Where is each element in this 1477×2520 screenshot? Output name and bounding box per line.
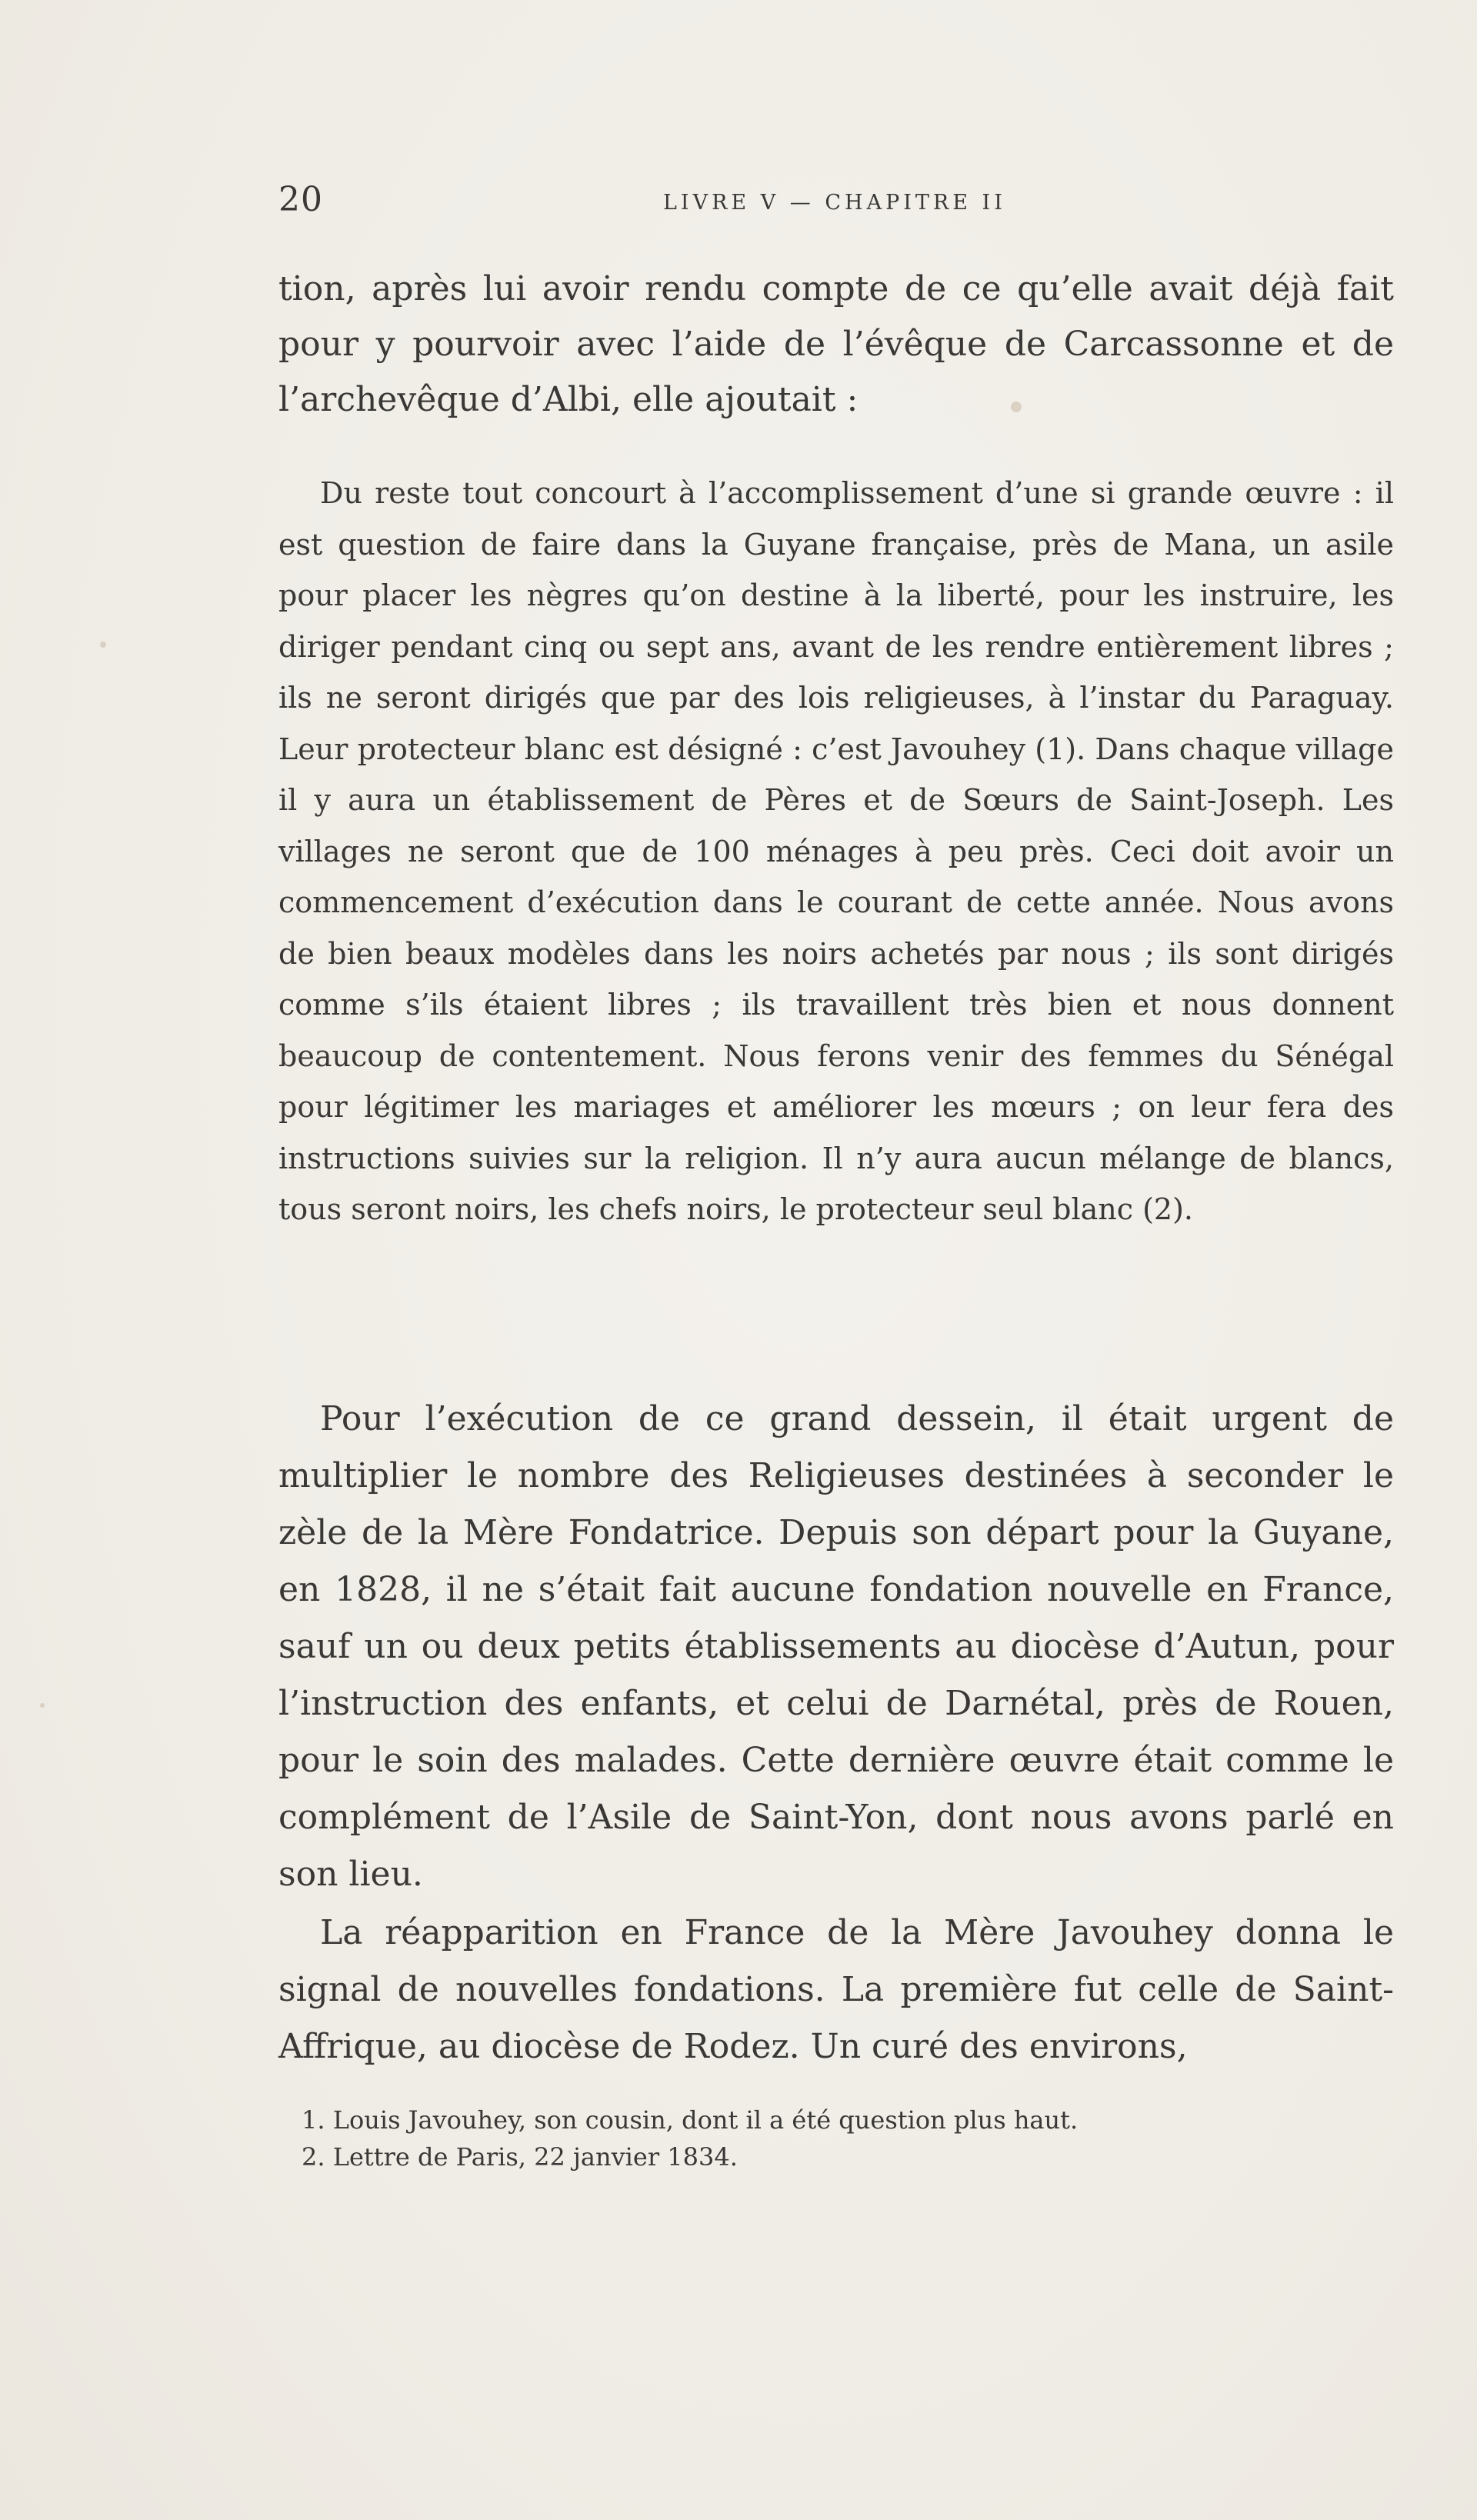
footnote-1: 1. Louis Javouhey, son cousin, dont il a été question plus haut. xyxy=(302,2105,1079,2135)
footnote-2: 2. Lettre de Paris, 22 janvier 1834. xyxy=(302,2142,738,2172)
paragraph-continuation: tion, après lui avoir rendu compte de ce qu’elle avait déjà fait pour y pourvoir avec l’aide de l’évêque de Carcassonne et de l’archevêque d’Albi, elle ajoutait : xyxy=(278,269,1394,419)
footnotes xyxy=(302,2102,1394,2175)
chapter-title: LIVRE V — CHAPITRE II xyxy=(663,191,1006,215)
quoted-letter: Du reste tout concourt à l’accomplissement d’une si grande œuvre : il est question de faire dans la Guyane française, près de Mana, un asile pour placer les nègres qu’on destine à la liberté, pour les instruire, les diriger pendant cinq ou sept ans, avant de les rendre entièrement libres ; ils ne seront dirigés que par des lois religieuses, à l’instar du Paraguay. Leur protecteur blanc est désigné : c’est Javouhey (1). Dans chaque village il y aura un établissement de Pères et de Sœurs de Saint-Joseph. Les villages ne seront que de 100 ménages à peu près. Ceci doit avoir un commencement d’exécution dans le courant de cette année. Nous avons de bien beaux modèles dans les noirs achetés par nous ; ils sont dirigés comme s’ils étaient libres ; ils travaillent très bien et nous donnent beaucoup de contentement. Nous ferons venir des femmes du Sénégal pour légitimer les mariages et améliorer les mœurs ; on leur fera des instructions suivies sur la religion. Il n’y aura aucun mélange de blancs, tous seront noirs, les chefs noirs, le protecteur seul blanc (2). xyxy=(278,476,1394,1226)
paragraph-execution: Pour l’exécution de ce grand dessein, il était urgent de multiplier le nombre des Religieuses destinées à seconder le zèle de la Mère Fondatrice. Depuis son départ pour la Guyane, en 1828, il ne s’était fait aucune fondation nouvelle en France, sauf un ou deux petits établissements au diocèse d’Autun, pour l’instruction des enfants, et celui de Darnétal, près de Rouen, pour le soin des malades. Cette dernière œuvre était comme le complément de l’Asile de Saint-Yon, dont nous avons parlé en son lieu. xyxy=(278,1399,1394,1894)
paragraph-reappearance: La réapparition en France de la Mère Javouhey donna le signal de nouvelles fondations. La première fut celle de Saint-Affrique, au diocèse de Rodez. Un curé des environs, xyxy=(278,1913,1394,2066)
paper-speck xyxy=(100,642,106,648)
paper-speck xyxy=(40,1703,45,1708)
running-head xyxy=(278,175,1394,222)
page-number: 20 xyxy=(278,180,323,219)
